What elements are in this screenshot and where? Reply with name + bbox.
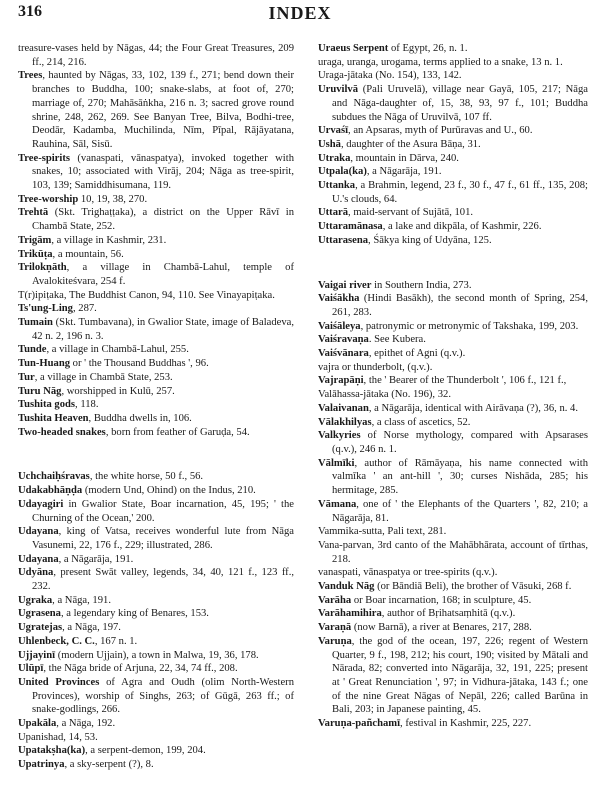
index-entry-text: vajra or thunderbolt, (q.v.).: [318, 361, 433, 373]
index-entry-headword: Utpala(ka): [318, 166, 367, 178]
index-entry-text: (Skt. Tumbavana), in Gwalior State, image of Baladeva, 42 n. 2, 196 n. 3.: [32, 317, 294, 342]
index-entry-text: , Śākya king of Udyāna, 125.: [368, 234, 492, 246]
index-entry: [18, 412, 294, 426]
index-entry: [18, 470, 294, 484]
index-entry-headword: Tumain: [18, 317, 53, 329]
index-entry: [318, 152, 588, 166]
index-entry: [318, 347, 588, 361]
index-entry-text: , born from feather of Garuḍa, 54.: [105, 426, 250, 438]
index-entry-text: , epithet of Agni (q.v.).: [368, 348, 466, 360]
index-entry-headword: Ushā: [318, 138, 341, 150]
index-entry-headword: Trilokṇāth: [18, 262, 67, 274]
index-entry-text: of Agra and Oudh (olim North-Western Provinces), worship of Singhs, 263; of Gūgā, 263 ff.; of snake-godlings, 266.: [32, 676, 294, 716]
index-entry: [318, 539, 588, 566]
index-entry-headword: Upatrinya: [18, 759, 65, 771]
index-entry: [318, 124, 588, 138]
index-entry: [318, 621, 588, 635]
index-entry-headword: Ts'ung-Ling: [18, 303, 73, 315]
index-entry-headword: Tunde: [18, 344, 47, 356]
index-entry-text: , patronymic or metronymic of Takshaka, 199, 203.: [360, 320, 579, 332]
index-entry: [318, 635, 588, 717]
index-entry: [18, 357, 294, 371]
index-entry-text: (Pali Uruvelā), village near Gayā, 105, 217; Nāga and Nāga-daughter of, 15, 38, 93, 97 f., 101; Buddha subdues the Nāga of Uruvilvā, 107 ff.: [332, 84, 588, 123]
index-entry: [18, 649, 294, 663]
index-entry-text: , worshipped in Kulū, 257.: [61, 385, 175, 397]
index-entry-text: in Gwalior State, Boar incarnation, 45, 195; ' the Churning of the Ocean,' 200.: [32, 498, 294, 524]
index-entry-headword: Udyāna: [18, 567, 54, 579]
index-entry: [318, 279, 588, 293]
index-entry-headword: Udayagiri: [18, 498, 64, 510]
index-entry-text: , a sky-serpent (?), 8.: [64, 759, 154, 771]
index-entry-text: treasure-vases held by Nāgas, 44; the Four Great Treasures, 209 ff., 214, 216.: [18, 43, 294, 68]
index-entry-text: , a Nāga, 197.: [62, 622, 121, 634]
index-column-right: [318, 42, 588, 731]
index-entry: [318, 457, 588, 498]
index-entry: [318, 717, 588, 731]
index-entry: [18, 248, 294, 262]
index-entry-text: , mountain in Dārva, 240.: [350, 152, 459, 164]
index-entry-text: (Hindi Basākh), the second month of Spring, 254, 261, 283.: [332, 293, 588, 318]
index-entry: [18, 398, 294, 412]
index-entry: [18, 206, 294, 233]
index-entry: [318, 416, 588, 430]
index-entry-text: Upanishad, 14, 53.: [18, 731, 98, 743]
index-entry: [18, 152, 294, 193]
index-entry: [318, 206, 588, 220]
index-entry-text: or Boar incarnation, 168; in sculpture, 45.: [351, 594, 532, 606]
index-entry-headword: Uttaramānasa: [318, 221, 383, 233]
index-entry: [18, 635, 294, 649]
index-entry-headword: Ulūpī: [18, 663, 44, 675]
index-entry-headword: Varaṇā: [318, 622, 352, 634]
index-entry-text: 10, 19, 38, 270.: [78, 193, 148, 205]
index-entry-text: , the ' Bearer of the Thunderbolt ', 106 f., 121 f.,: [363, 375, 567, 387]
index-entry-text: , daughter of the Asura Bāṇa, 31.: [340, 138, 481, 150]
index-entry-text: , author of Rāmāyaṇa, his name connected with valmīka ' an ant-hill ', 30; curses Nishāda, 285; his hermitage, 285.: [332, 457, 588, 497]
index-entry-text: in Southern India, 273.: [371, 279, 472, 291]
index-entry-headword: Uttarasena: [318, 234, 369, 246]
letter-section-gap: [318, 248, 588, 279]
index-entry-headword: Trigām: [18, 234, 52, 246]
index-entry: [318, 138, 588, 152]
index-entry-text: , a village in Chambā-Lahul, 255.: [46, 344, 189, 356]
index-entry-headword: Uttarā: [318, 207, 349, 219]
index-entry: [18, 371, 294, 385]
index-entry-headword: Tushita Heaven: [18, 412, 89, 424]
index-entry-headword: Vaiśāleya: [318, 320, 361, 332]
index-entry-headword: Tree-spirits: [18, 152, 70, 164]
index-entry-text: . See Kubera.: [368, 334, 426, 346]
index-entry: [318, 83, 588, 124]
index-entry-text: Uraga-jātaka (No. 154), 133, 142.: [318, 70, 462, 82]
index-entry: [318, 402, 588, 416]
index-entry-headword: Udayana: [18, 553, 59, 565]
page-number: 316: [18, 3, 42, 20]
index-entry: [318, 361, 588, 375]
index-entry-text: of Egypt, 26, n. 1.: [388, 43, 468, 54]
index-entry: [318, 374, 588, 388]
index-entry-headword: Trikūṭa: [18, 248, 53, 260]
index-entry-headword: Vālakhilyas: [318, 416, 372, 428]
index-entry: [18, 234, 294, 248]
index-entry-headword: Trees: [18, 70, 43, 82]
index-entry-headword: Vaiśravaṇa: [318, 334, 369, 346]
index-entry-headword: Vāmana: [318, 498, 357, 510]
index-entry-text: , a village in Chambā-Lahul, temple of Avalokiteśvara, 254 f.: [32, 262, 294, 287]
index-entry-headword: Vaiśākha: [318, 293, 360, 305]
index-entry-text: , a Nāgarāja, identical with Airāvaṇa (?), 36, n. 4.: [368, 402, 578, 414]
index-entry-headword: Utraka: [318, 152, 351, 164]
index-entry-text: , the Nāga bride of Arjuna, 22, 34, 74 ff., 208.: [43, 663, 238, 675]
index-entry-headword: Udakabhāṇḍa: [18, 485, 83, 497]
index-entry-text: (Skt. Trighaṭṭaka), a district on the Upper Rāvī in Chambā State, 252.: [32, 207, 294, 233]
index-entry-text: , one of ' the Elephants of the Quarters ', 82, 210; a Nāgarāja, 81.: [332, 498, 588, 524]
index-entry-headword: Udayana: [18, 526, 59, 538]
index-entry-headword: Tree-worship: [18, 193, 79, 205]
index-entry: [318, 498, 588, 525]
index-entry-text: , Buddha dwells in, 106.: [88, 412, 192, 424]
index-entry-headword: Two-headed snakes: [18, 426, 106, 438]
index-entry-text: T(r)ipiṭaka, The Buddhist Canon, 94, 110. See Vinayapiṭaka.: [18, 289, 275, 301]
index-entry-text: , an Apsaras, myth of Purūravas and U., 60.: [348, 125, 533, 137]
index-entry: [318, 220, 588, 234]
index-entry: [18, 717, 294, 731]
index-entry: [318, 179, 588, 206]
index-entry-headword: Turu Nāg: [18, 385, 62, 397]
index-entry-text: , present Swāt valley, legends, 34, 40, 121 f., 123 ff., 232.: [32, 567, 294, 593]
index-entry-text: Valāhassa-jātaka (No. 196), 32.: [318, 389, 451, 401]
index-entry-headword: Vālmīki: [318, 457, 355, 469]
index-entry: [318, 525, 588, 539]
index-entry: [18, 343, 294, 357]
index-entry-text: , a Nāgarāja, 191.: [366, 166, 442, 178]
letter-section-gap: [18, 439, 294, 470]
index-entry-text: Vammika-sutta, Pali text, 281.: [318, 526, 447, 538]
index-entry: [318, 234, 588, 248]
index-entry-headword: Valaivanan: [318, 402, 369, 414]
index-entry: [18, 385, 294, 399]
index-entry: [318, 594, 588, 608]
index-entry-text: , a village in Kashmir, 231.: [51, 234, 167, 246]
index-entry-text: , a mountain, 56.: [52, 248, 124, 260]
index-entry-text: (modern Ujjain), a town in Malwa, 19, 36, 178.: [55, 649, 259, 661]
index-entry-text: , a Brahmin, legend, 23 f., 30 f., 47 f., 61 ff., 135, 208; U.'s clouds, 64.: [332, 180, 588, 205]
index-entry-headword: Ugraka: [18, 594, 53, 606]
index-entry: [318, 320, 588, 334]
index-entry-text: , king of Vatsa, receives wonderful lute from Nāga Vasunemi, 22, 176 f., 229; illustrated, 286.: [32, 526, 294, 551]
index-entry-text: , 118.: [75, 399, 99, 411]
index-entry: [318, 333, 588, 347]
index-entry: [318, 292, 588, 319]
index-entry-text: of Norse mythology, compared with Apsarases (q.v.), 246 n. 1.: [332, 430, 588, 455]
index-entry: [318, 388, 588, 402]
index-entry-headword: Upatakṣha(ka): [18, 745, 86, 757]
index-entry-text: , a Nāga, 192.: [56, 718, 116, 730]
index-entry: [18, 302, 294, 316]
index-entry-text: (now Barnā), a river at Benares, 217, 288.: [351, 622, 532, 634]
index-entry-text: , a Nāgarāja, 191.: [58, 553, 134, 565]
page-header: [18, 3, 582, 25]
index-entry: [18, 42, 294, 69]
index-entry-text: (or Bāndiā Beli), the brother of Vāsuki, 268 f.: [374, 581, 572, 593]
index-entry-text: , the god of the ocean, 197, 226; regent of Western Quarter, 9 f., 198, 212; his court, 190; visited by Mātali and Nārada, 82; converted into Nāgarāja, 32, 191, 225; present at ' Great Renunciation ', 97; in Vidhura-jātaka, 143 f.; one of the nine Great Nāgas of Nepāl, 226; called Barūna in Bali, 203; in Japanese painting, 45.: [332, 635, 588, 716]
index-entry-headword: Trehtā: [18, 207, 49, 219]
index-entry-headword: Upakāla: [18, 718, 57, 730]
index-entry: [18, 484, 294, 498]
index-entry: [18, 731, 294, 745]
index-entry-text: , the white horse, 50 f., 56.: [89, 471, 204, 483]
index-entry-headword: Uhlenbeck, C. C.: [18, 635, 95, 647]
index-entry-headword: Uraeus Serpent: [318, 43, 389, 54]
index-entry-text: or ' the Thousand Buddhas ', 96.: [70, 358, 209, 370]
index-entry-headword: Varuṇa-pañchamī: [318, 718, 401, 730]
index-entry-headword: Tushita gods: [18, 399, 76, 411]
index-entry-text: , a lake and dikpāla, of Kashmir, 226.: [382, 221, 542, 233]
index-entry-text: (vanaspati, vānaspatya), invoked together with snakes, 10; associated with Virāj, 204; Nāga as tree-spirit, 103, 139; Samiddhisumana, 119.: [32, 152, 294, 192]
index-entry-text: , a class of ascetics, 52.: [371, 416, 471, 428]
index-entry: [18, 289, 294, 303]
index-entry: [18, 662, 294, 676]
index-entry-headword: Uchchaiḥśravas: [18, 471, 90, 483]
index-entry-headword: Uruvilvā: [318, 84, 359, 96]
index-entry-text: , a Nāga, 191.: [52, 594, 111, 606]
index-entry: [18, 498, 294, 525]
index-entry: [18, 607, 294, 621]
index-entry-headword: Vajrapāṇi: [318, 375, 364, 387]
index-entry-text: (modern Und, Ohind) on the Indus, 210.: [82, 485, 256, 497]
index-entry-headword: Tun-Huang: [18, 358, 71, 370]
index-entry: [18, 525, 294, 552]
index-entry: [318, 69, 588, 83]
index-entry: [18, 261, 294, 288]
index-entry-headword: Vanduk Nāg: [318, 581, 375, 593]
index-entry-headword: Varuṇa: [318, 635, 352, 647]
index-entry: [18, 594, 294, 608]
index-entry-text: , author of Bṛihatsaṃhitā (q.v.).: [381, 608, 516, 620]
index-entry-text: , 287.: [72, 303, 97, 315]
index-entry-headword: Valkyries: [318, 430, 361, 442]
index-entry-text: , maid-servant of Sujātā, 101.: [348, 207, 474, 219]
index-entry-headword: Ujjayinī: [18, 649, 56, 661]
index-entry: [18, 69, 294, 151]
index-entry-text: , a village in Chambā State, 253.: [34, 371, 173, 383]
index-column-left: [18, 42, 294, 772]
index-entry: [318, 165, 588, 179]
index-entry: [18, 621, 294, 635]
index-entry-headword: Vaigai river: [318, 279, 372, 291]
page-title: INDEX: [268, 3, 332, 23]
index-entry: [318, 429, 588, 456]
index-entry-text: , a serpent-demon, 199, 204.: [85, 745, 206, 757]
index-entry: [318, 42, 588, 56]
index-entry: [18, 744, 294, 758]
index-entry-headword: Ugrasena: [18, 608, 61, 620]
index-entry: [18, 193, 294, 207]
index-entry-headword: Uttanka: [318, 180, 356, 192]
index-entry-text: uraga, uranga, urogama, terms applied to a snake, 13 n. 1.: [318, 56, 563, 68]
index-entry: [318, 580, 588, 594]
index-entry: [318, 566, 588, 580]
index-entry: [18, 758, 294, 772]
index-entry-headword: Vaiśvānara: [318, 348, 369, 360]
index-entry: [18, 566, 294, 593]
index-entry-headword: United Provinces: [18, 676, 100, 688]
index-entry-headword: Urvaśī: [318, 125, 349, 137]
index-entry-text: Vana-parvan, 3rd canto of the Mahābhārata, account of tīrthas, 218.: [318, 539, 588, 565]
index-entry-text: vanaspati, vānaspatya or tree-spirits (q.v.).: [318, 567, 498, 579]
index-entry-headword: Ugratejas: [18, 622, 63, 634]
index-entry: [18, 316, 294, 343]
index-entry: [18, 426, 294, 440]
index-entry-headword: Varāhamihira: [318, 608, 382, 620]
index-entry-headword: Varāha: [318, 594, 352, 606]
index-entry-text: , festival in Kashmir, 225, 227.: [400, 718, 532, 730]
index-entry: [18, 553, 294, 567]
index-entry-text: , 167 n. 1.: [94, 635, 138, 647]
index-entry: [318, 607, 588, 621]
index-entry-text: , a legendary king of Benares, 153.: [60, 608, 209, 620]
index-entry: [18, 676, 294, 717]
index-entry-text: , haunted by Nāgas, 33, 102, 139 f., 271; bend down their branches to Buddha, 100; snake-slabs, at foot of, 270; marriage of, 270; Mahāsāṅkha, 216 n. 3; sacred grove round shrine, 248, 262, 269. See Banyan Tree, Bilva, Bodhi-tree, Deodār, Kadamba, Muchilinda, Nīm, Pīpal, Rājāyatana, Rauhina, Sāl, Sisū.: [32, 70, 294, 150]
index-entry: [318, 56, 588, 70]
index-entry-headword: Tur: [18, 371, 35, 383]
